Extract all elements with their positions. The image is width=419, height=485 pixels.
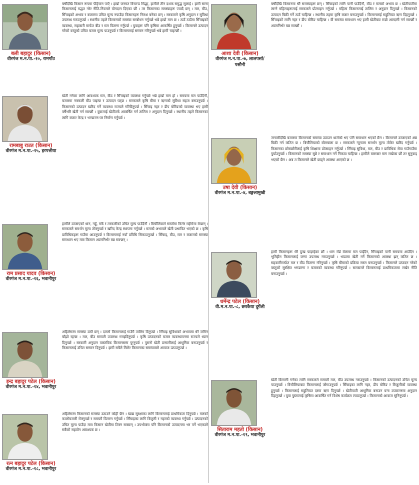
portrait-photo xyxy=(2,224,48,270)
person-location: वीरगंज म.न.पा.-७, लालपर्सा/पसौनी xyxy=(215,57,265,68)
interview-entry xyxy=(2,2,208,90)
interview-text: जनवरीदेखि बजारमा किसानको समस्या उठाउन थालेको भए पनि समाधान भएको छैन । किसानले उब्जाएको अन्न बिक्री गर्न कठिन छ । बिचौलियाको बोलबाला छ । सरकारले न्यूनतम समर्थन मूल्य तोकेर खरिद गर्नुपर्छ । किसानका छोराछोरीलाई कृषि शिक्षामा प्रोत्साहन गर्नुपर्छ । सिँचाइ सुविधा, मल, बीउ र प्राविधिक सेवा गाउँगाउँमा पुर्याउनुपर्छ । किसानको समस्या सुन्ने र समाधान गर्ने निकाय चाहिन्छ । हामीले बारम्बार माग राखेका छौं तर सुनुवाइ भएको छैन । अब त किसानले खेती छाड्ने अवस्था आएको छ । xyxy=(271,136,417,162)
portrait-photo xyxy=(2,414,48,460)
portrait-image xyxy=(212,253,256,297)
portrait-image xyxy=(212,381,256,425)
interview-entry xyxy=(211,2,417,130)
caption xyxy=(2,379,60,391)
portrait-photo xyxy=(2,332,48,378)
caption xyxy=(2,461,60,473)
portrait-image xyxy=(3,5,47,49)
interview-text: खेती गर्नका लागि आवश्यक मल, बीउ र सिँचाइको व्यवस्था गर्नुपर्छ भन्ने हाम्रो माग हो । समयमा मल पाउँदैनौं, बजारमा नक्कली बीउ पाइन्छ र उत्पादन घट्छ । सरकारले कृषि बीमा र ऋणको सुविधा सहज बनाउनुपर्छ । किसानको उत्पादन खरिद गर्ने व्यवस्था राज्यले गरिदिनुपर्छ । सिँचाइ नहर र डीप बोरिङको व्यवस्था भए हामी वर्षैभरि खेती गर्न सक्छौं । युवालाई खेतीतर्फ आकर्षित गर्न तालिम र अनुदान दिनुपर्छ । स्थानीय तहले किसानका लागि बजार केन्द्र र भण्डारण घर निर्माण गर्नुपर्छ । xyxy=(62,94,208,120)
person-name: रामबाबु राउत (किसान) xyxy=(9,143,53,149)
person-location: वीरगंज म.न.पा.-१९, भवानीपुर xyxy=(214,433,266,438)
caption xyxy=(211,427,269,439)
caption xyxy=(211,51,269,68)
interview-text: बर्षौंदेखि किसानमा धेरै समस्याहरू छन् । सिँचाइको लागि पानी पाउँदैनौं, बीउ र मलको अभाव छ । खेतीपातीमा लाग्ने महिलाहरूलाई सरकारले प्रोत्साहन गर्नुपर्छ । महिला किसानलाई तालिम र अनुदान दिनुपर्छ । किसानको उत्पादन बिक्री गर्ने ठाउँ चाहिन्छ । स्थानीय तहमा कृषि बजार बनाउनुपर्छ । किसानलाई सहुलियत ऋण दिइनुपर्छ । सिँचाइको लागि नहर र डीप बोरिङ चाहिन्छ । यी समस्या समाधान भए हामी खेतीबाट राम्रो आम्दानी गर्न सक्छौं र आत्मनिर्भर बन्न सक्छौं । xyxy=(271,2,417,28)
portrait-image xyxy=(3,225,47,269)
interview-entry xyxy=(211,250,417,360)
caption xyxy=(211,185,269,197)
caption xyxy=(2,51,60,63)
interview-entry xyxy=(211,136,417,244)
interview-text: बर्षौंदेखि किसान रूपमा पेहिचान पाएँ । हाम्रो जनमत बिचार्‍ड सिद्धा, हामीले तीन दशक समुद्ध सुलाई । हामी साना किसानलाई मद्धत गरेर नीति-नियमले योगदान दिएका छौं । तर किसानका समस्याहरू ज्यादै छन् । मल, बीउ, सिँचाइको अभाव र बजारमा उचित मूल्य नपाउँदा किसानहरू निराश बनेका छन् । सरकारले कृषि अनुदान र सुविधा उपलब्ध गराउनुपर्छ । स्थानीय तहले किसानको समस्या सम्बोधन गर्नुपर्छ भन्ने हाम्रो माग छ । ठाउँ ठाउँमा सिँचाइको व्यवस्था, सहकारी मार्फत बीउ र मल वितरण गर्नुपर्छ । युवाहरू पनि कृषिमा आकर्षित हुनुपर्छ । किसानले उत्पादन गरेको वस्तुको उचित बजार मूल्य पाउनुपर्छ र किसानलाई सम्मान गरिनुपर्छ भन्ने हामी चाहन्छौं । xyxy=(62,2,208,34)
person-location: वीरगंज म.न.पा.-१०, रामगाँउ xyxy=(7,57,55,62)
interview-entry xyxy=(2,222,208,332)
portrait-image xyxy=(3,333,47,377)
person-location: वी.म.न.पा.-८, छपकैया दुर्गेली xyxy=(215,305,265,310)
interview-text: अहिलेसम्म समस्या उस्तै छन् । दाम्लो किसानलाई गाउँमै तालिम दिनुपर्छ । सिँचाइ सुविधाको अभावमा धेरै जमिन बाँझो रहन्छ । मल, बीउ समयमै उपलब्ध गराइदिनुपर्छ । कृषि उत्पादनको बजार व्यवस्थापनमा राज्यले ध्यान दिनुपर्छ । सरकारी अनुदान वास्तविक किसानसम्म पुग्नुपर्छ । पुरानो खेती प्रणालीलाई आधुनिक बनाउनुपर्छ र किसानलाई उचित सम्मान दिनुपर्छ । हामी सबैले मिलेर किसानका समस्याबारे आवाज उठाउनुपर्छ । xyxy=(62,330,208,351)
interview-text: हामी किसानहरू धेरै दुःख पाइरहेका छौं । धान रोप्ने बेलामा मल पाइँदैन, सिँचाइको पानी समयमा आउँदैन । भूमिहीन किसानलाई जग्गा उपलब्ध गराउनुपर्छ । भाडामा खेती गर्ने किसानको अवस्था झन् कठिन छ । सहकारीमार्फत मल र बीउ वितरण गरिनुपर्छ । कृषि बीमाको प्रक्रिया सरल बनाउनुपर्छ । किसानले उत्पादन गरेको वस्तुको सुरक्षित भण्डारण र बजारको व्यवस्था गरिनुपर्छ । सरकारले किसानलाई प्राथमिकतामा राखेर नीति बनाउनुपर्छ । xyxy=(271,250,417,276)
column-divider xyxy=(208,2,209,483)
interview-entry xyxy=(211,378,417,484)
person-name: धर्मेन्द्र पटेल (किसान) xyxy=(220,299,260,305)
portrait-photo xyxy=(2,4,48,50)
person-location: वीरगंज म.न.पा.-१८, भवानीपुर xyxy=(5,467,57,472)
person-location: वीरगंज म.न.पा.-१५, हरपत्तीया xyxy=(5,149,57,154)
person-name: इन्द्र बहादुर पटेल (किसान) xyxy=(6,379,56,385)
person-name: राम प्रसाद यादव (किसान) xyxy=(6,271,56,277)
portrait-image xyxy=(212,5,256,49)
portrait-image xyxy=(3,97,47,141)
person-location: वीरगंज म.न.पा.-१४, भवानीपुर xyxy=(5,385,57,390)
caption xyxy=(2,271,60,283)
person-name: बली बहादुर (किसान) xyxy=(11,51,51,57)
person-name: उषा देवी (किसान) xyxy=(222,185,258,191)
interview-entry xyxy=(2,330,208,410)
portrait-photo xyxy=(211,252,257,298)
portrait-image xyxy=(212,139,256,183)
portrait-photo xyxy=(211,380,257,426)
portrait-image xyxy=(3,415,47,459)
person-name: रत्न बहादुर पटेल (किसान) xyxy=(6,461,56,467)
person-location: वीरगंज म.न.पा.-१६, भवानीपुर xyxy=(5,277,57,282)
interview-entry xyxy=(2,94,208,204)
caption xyxy=(211,299,269,311)
person-name: सिताराम महतो (किसान) xyxy=(217,427,263,433)
person-location: वीरगंज म.न.पा.-४, बङ्गलामुखी xyxy=(214,191,266,196)
caption xyxy=(2,143,60,155)
person-name: आशा देवी (किसान) xyxy=(221,51,259,57)
interview-text: हामीले उब्जाएको धान, गहुँ, मकै र तरकारीको उचित मूल्य पाउँदैनौं । बिचौलियाले सस्तोमा किनेर महँगोमा बेच्छन् । सरकारले समर्थन मूल्य तोक्नुपर्छ र खरिद केन्द्र स्थापना गर्नुपर्छ । मलको अभावले खेती प्रभावित भएको छ । कृषि प्राविधिकहरू गाउँमा आउनुपर्छ र किसानलाई नयाँ प्रविधि सिकाउनुपर्छ । सिँचाइ, बीउ, मल र बजारको समस्या समाधान भए मात्र किसान आत्मनिर्भर बन्न सक्छन् । xyxy=(62,222,208,243)
interview-text: अहिलेसम्म किसानको समस्या उठाउने कोही छैन । खाद्य सुरक्षाका लागि किसानलाई प्राथमिकता दिनुपर्छ । मलको कालोबजारी रोक्नुपर्छ र समयमै वितरण गर्नुपर्छ । सिँचाइका लागि बिजुली र नहरको व्यवस्था गर्नुपर्छ । उत्पादनको उचित मूल्य पाउँदा मात्र किसान खेतीमा टिक्न सक्छन् । उपभोक्ता पनि किसानको उत्पादनमा भर पर्ने भएकाले सबैको सहयोग आवश्यक छ । xyxy=(62,412,208,433)
portrait-photo xyxy=(211,4,257,50)
portrait-photo xyxy=(2,96,48,142)
portrait-photo xyxy=(211,138,257,184)
interview-text: खेती किसानी गर्नका लागि सरकारले समयमै मल, बीउ उपलब्ध गराउनुपर्छ । किसानको उत्पादनको उचित मूल्य पाउनुपर्छ । बिचौलियाबाट किसानलाई जोगाउनुपर्छ । सिँचाइका लागि नहर, डीप बोरिङ र बिजुलीको व्यवस्था हुनुपर्छ । किसानलाई सहुलियत दरमा ऋण दिनुपर्छ । खेतीपाती आधुनिक बनाउन यन्त्र उपकरणमा अनुदान दिइनुपर्छ । युवा पुस्तालाई कृषिमा आकर्षित गर्न विशेष कार्यक्रम ल्याउनुपर्छ । किसानको आवाज सुनिनुपर्छ । xyxy=(271,378,417,399)
interview-entry xyxy=(2,412,208,484)
